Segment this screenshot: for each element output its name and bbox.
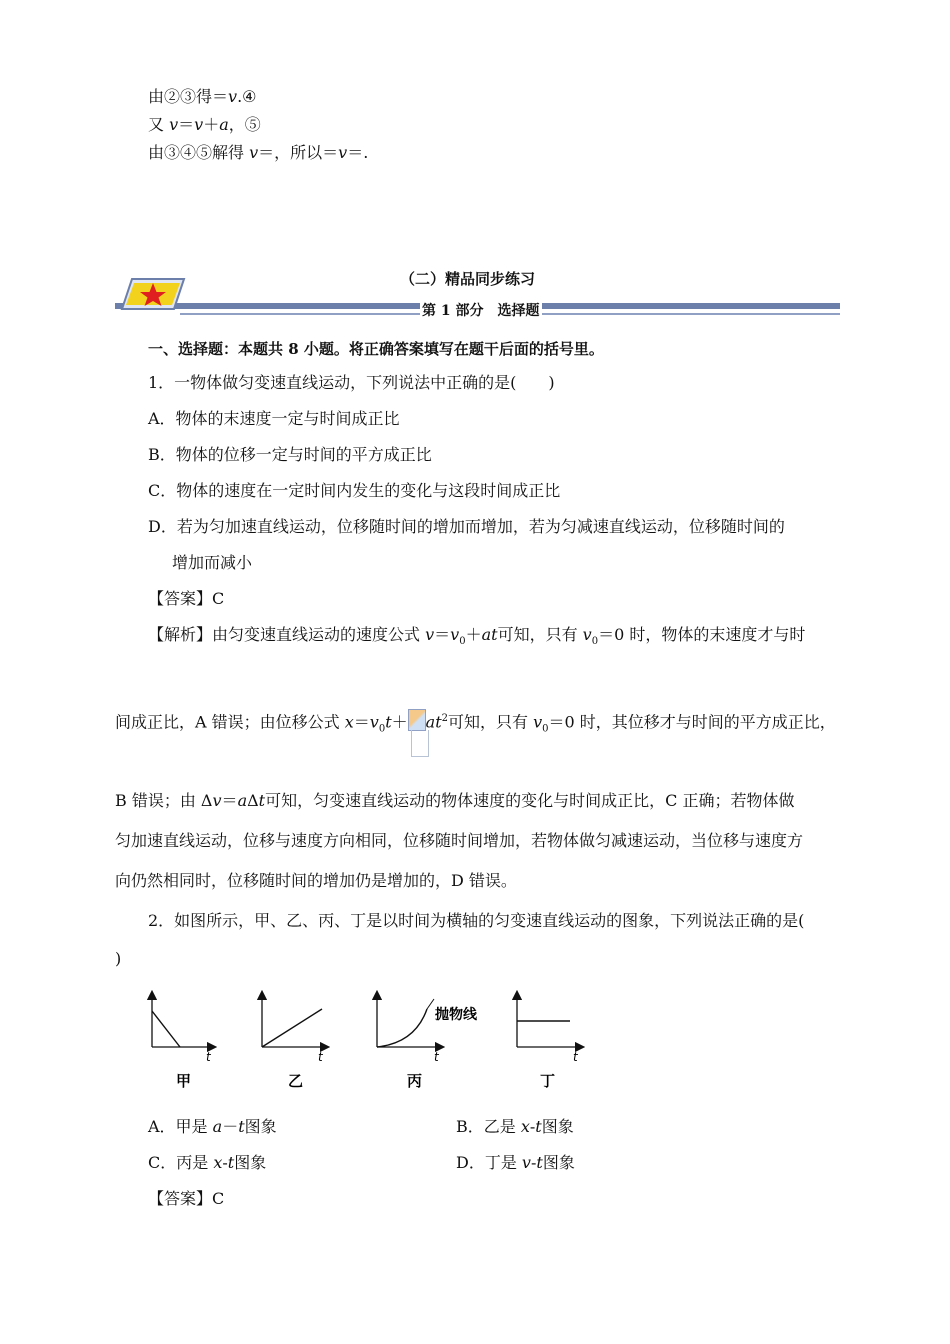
fraction-box-bottom: [411, 730, 429, 757]
q2-answer: 【答案】C: [148, 1189, 225, 1208]
section-subtitle: 第 1 部分 选择题: [420, 300, 542, 322]
section-title: （二）精品同步练习: [400, 270, 536, 288]
q2-option-d: D．丁是 v-t图象: [456, 1153, 575, 1172]
fraction-image-placeholder: [408, 709, 426, 731]
q1-answer: 【答案】C: [148, 589, 225, 608]
graph-bing: [377, 995, 478, 1064]
graph-ding: [517, 995, 580, 1064]
star-badge-icon: [118, 277, 184, 307]
q1-explanation-line5: 向仍然相同时，位移随时间的增加仍是增加的，D 错误。: [115, 871, 517, 890]
q2-option-b: B．乙是 x-t图象: [456, 1117, 574, 1136]
parabola-label: 抛物线: [435, 1007, 477, 1023]
q1-explanation-line4: 匀加速直线运动，位移与速度方向相同，位移随时间增加，若物体做匀减速运动，当位移与速度方: [115, 831, 804, 850]
q2-stem: 2．如图所示，甲、乙、丙、丁是以时间为横轴的匀变速直线运动的图象，下列说法正确的是(: [148, 911, 805, 930]
graph-yi: [262, 995, 325, 1064]
derivation-line-1: 由②③得＝v.④: [148, 87, 257, 106]
q1-option-c: C．物体的速度在一定时间内发生的变化与这段时间成正比: [148, 481, 561, 500]
graph-yi-t-label: t: [318, 1050, 323, 1064]
graph-caption-bing: 丙: [407, 1072, 423, 1090]
q1-explanation-line2: 间成正比，A 错误；由位移公式 $x=v_0t+ at^2$可知，只有 $v_0=0$ 时，其位移才与时间的平方成正比，: [115, 708, 836, 741]
derivation-line-3: 由③④⑤解得 v＝，所以＝v＝.: [148, 143, 369, 162]
q2-option-c: C．丙是 x-t图象: [148, 1153, 267, 1172]
q1-stem: 1．一物体做匀变速直线运动，下列说法中正确的是( ): [148, 373, 555, 392]
graph-ding-t-label: t: [573, 1050, 578, 1064]
instructions: 一、选择题：本题共 8 小题。将正确答案填写在题干后面的括号里。: [148, 340, 604, 358]
q1-explanation-line3: B 错误；由 Δv＝aΔt可知，匀变速直线运动的物体速度的变化与时间成正比，C 正确；若物体做: [115, 791, 795, 810]
q1-option-a: A．物体的末速度一定与时间成正比: [148, 409, 400, 428]
graph-jia: [152, 995, 212, 1064]
q1-option-d-line2: 增加而减小: [172, 553, 253, 572]
q1-option-d-line1: D．若为匀加速直线运动，位移随时间的增加而增加，若为匀减速直线运动，位移随时间的: [148, 517, 785, 536]
derivation-line-2: 又 v＝v＋a，⑤: [148, 115, 261, 134]
q2-stem-close: ): [115, 949, 122, 968]
graph-caption-yi: 乙: [288, 1072, 304, 1090]
q1-option-b: B．物体的位移一定与时间的平方成正比: [148, 445, 432, 464]
q2-option-a: A．甲是 a－t图象: [148, 1117, 277, 1136]
graph-caption-jia: 甲: [176, 1072, 192, 1090]
q2-graphs-figure: [140, 985, 600, 1090]
graph-caption-ding: 丁: [540, 1072, 556, 1090]
graph-bing-t-label: t: [434, 1050, 439, 1064]
graph-jia-t-label: t: [206, 1050, 211, 1064]
q1-explanation-line1: 【解析】由匀变速直线运动的速度公式 $v=v_0+at$可知，只有 $v_0=0$ 时，物体的末速度才与时: [148, 625, 806, 648]
